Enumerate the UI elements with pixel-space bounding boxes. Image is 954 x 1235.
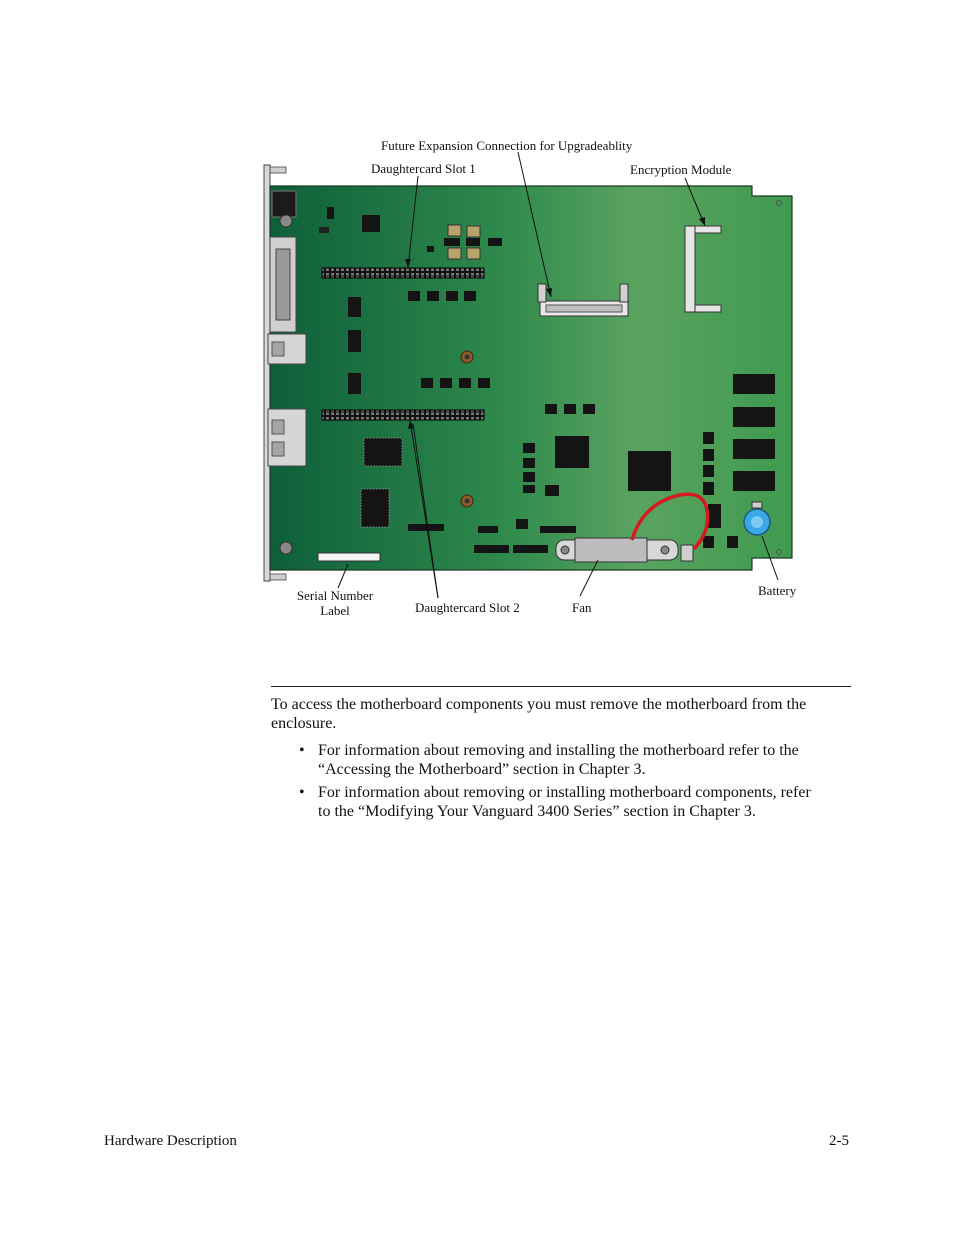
- callout-encryption-module: Encryption Module: [630, 162, 732, 177]
- footer-section-title: Hardware Description: [104, 1133, 237, 1149]
- callout-battery: Battery: [758, 583, 797, 598]
- footer-page-number: 2-5: [829, 1133, 849, 1149]
- daughtercard-slot-2-header: [322, 410, 484, 420]
- callout-serial-number-line2: Label: [320, 603, 350, 618]
- callout-daughtercard-slot-1: Daughtercard Slot 1: [371, 161, 476, 176]
- callout-daughtercard-slot-2: Daughtercard Slot 2: [415, 600, 520, 615]
- bullet-marker-2: •: [299, 784, 305, 801]
- section-rule: [271, 686, 851, 687]
- bullet-item-2-line1: For information about removing or installing motherboard components, refer: [318, 784, 811, 801]
- callout-serial-number-label: [288, 588, 382, 618]
- serial-number-label-plate: [318, 553, 380, 561]
- intro-paragraph: To access the motherboard components you must remove the motherboard from the enclosure.: [271, 696, 807, 732]
- callout-serial-number-line1: Serial Number: [296, 588, 374, 603]
- callout-future-expansion: Future Expansion Connection for Upgradeablity: [381, 138, 633, 153]
- bullet-marker-1: •: [299, 742, 305, 759]
- bullet-item-1-line2: “Accessing the Motherboard” section in Chapter 3.: [318, 761, 646, 778]
- daughtercard-slot-1-header: [322, 268, 484, 278]
- callout-fan: Fan: [572, 600, 592, 615]
- bullet-item-2-line2: to the “Modifying Your Vanguard 3400 Series” section in Chapter 3.: [318, 803, 756, 820]
- bullet-item-1-line1: For information about removing and installing the motherboard refer to the: [318, 742, 799, 759]
- bullet-item-1: [318, 741, 858, 779]
- bullet-item-2: [318, 783, 858, 821]
